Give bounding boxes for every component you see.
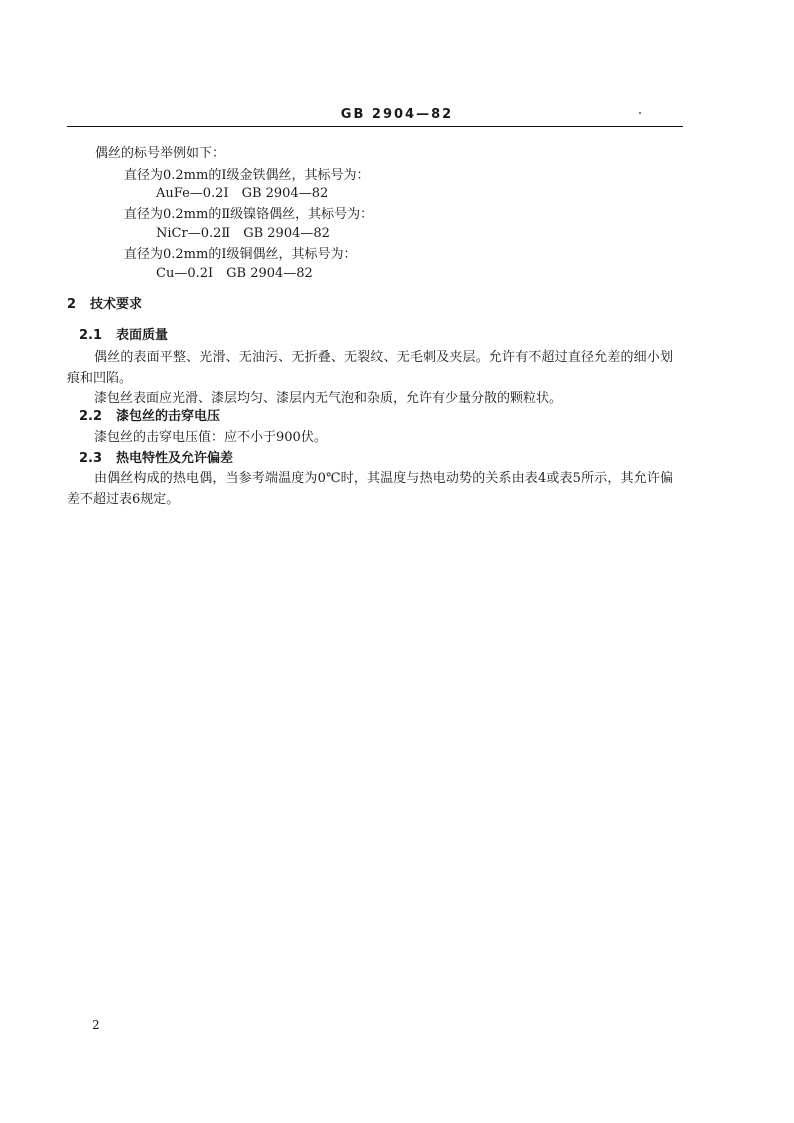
section-2-2-paragraph: 漆包丝的击穿电压值：应不小于900伏。 [94, 430, 327, 445]
example-3-desc: 直径为0.2mm的Ⅰ级铜偶丝，其标号为： [124, 247, 357, 262]
scan-speck [639, 112, 641, 114]
examples-intro: 偶丝的标号举例如下： [95, 146, 226, 161]
section-2-1-title: 表面质量 [116, 328, 169, 343]
section-2-2-title: 漆包丝的击穿电压 [116, 409, 221, 424]
example-2-code: NiCr—0.2Ⅱ GB 2904—82 [156, 226, 330, 241]
section-2-2-number: 2.2 [79, 409, 103, 424]
example-1-code: AuFe—0.2Ⅰ GB 2904—82 [156, 186, 329, 201]
example-1-desc: 直径为0.2mm的Ⅰ级金铁偶丝，其标号为： [124, 168, 370, 183]
section-2-1-number: 2.1 [79, 328, 103, 343]
section-2-3-paragraph: 由偶丝构成的热电偶，当参考端温度为0℃时，其温度与热电动势的关系由表4或表5所示，其允许偏差不超过表6规定。 [67, 471, 673, 507]
section-2-3-number: 2.3 [79, 451, 103, 466]
section-2-heading [67, 296, 142, 314]
example-2-desc: 直径为0.2mm的Ⅱ级镍铬偶丝，其标号为： [124, 207, 374, 222]
section-2-1-paragraph-2: 漆包丝表面应光滑、漆层均匀、漆层内无气泡和杂质，允许有少量分散的颗粒状。 [94, 391, 563, 406]
section-2-3-heading [79, 450, 233, 468]
page-number: 2 [92, 1018, 100, 1032]
section-2-title: 技术要求 [90, 297, 143, 312]
example-3-code: Cu—0.2Ⅰ GB 2904—82 [156, 266, 313, 281]
standard-header: GB 2904—82 [340, 107, 454, 122]
section-2-1-heading [79, 327, 168, 345]
header-rule [67, 126, 683, 127]
section-2-number: 2 [67, 297, 77, 312]
section-2-3-title: 热电特性及允许偏差 [116, 451, 234, 466]
section-2-2-heading [79, 408, 220, 426]
section-2-1-paragraph-1: 偶丝的表面平整、光滑、无油污、无折叠、无裂纹、无毛刺及夹层。允许有不超过直径允差的细小划痕和凹陷。 [67, 350, 673, 386]
